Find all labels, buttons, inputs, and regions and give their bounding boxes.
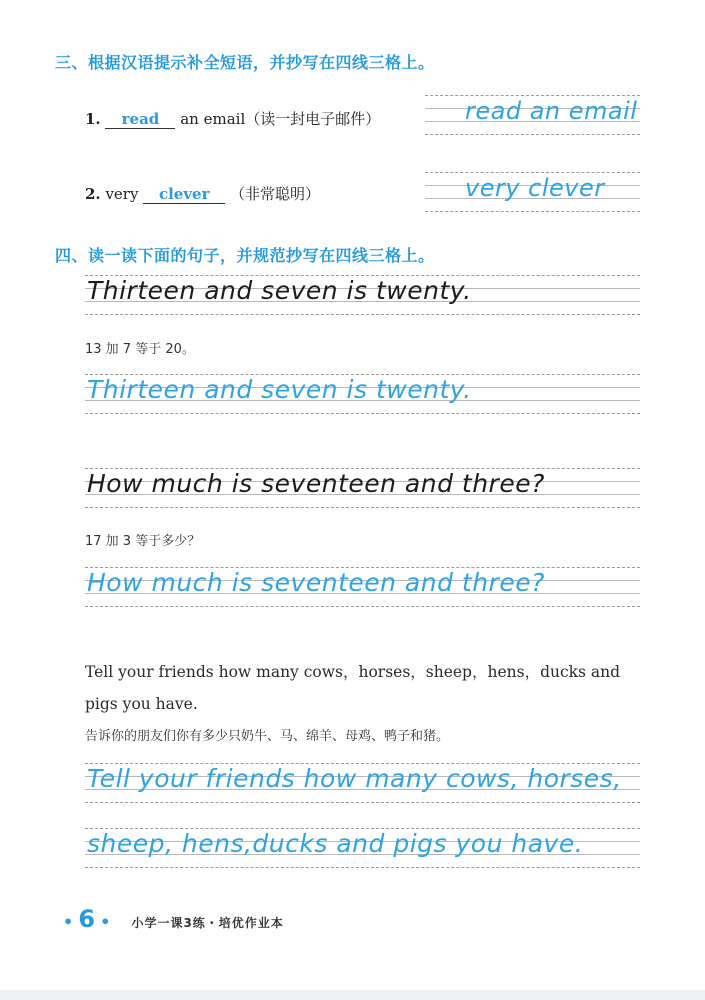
model-sentence: How much is seventeen and three? (87, 469, 545, 498)
question-text: an email（读一封电子邮件） (180, 110, 381, 128)
section-3-heading: 三、根据汉语提示补全短语，并抄写在四线三格上。 (55, 53, 435, 72)
writing-grid (425, 172, 640, 212)
model-sentence: Thirteen and seven is twenty. (87, 276, 472, 305)
answer-blank: read (105, 110, 175, 129)
question-text: very (105, 185, 139, 203)
writing-grid (85, 275, 640, 315)
writing-grid (85, 828, 640, 868)
handwritten-copy: Thirteen and seven is twenty. (87, 375, 472, 404)
chinese-translation: 13 加 7 等于 20。 (85, 342, 195, 357)
writing-grid (85, 468, 640, 508)
question-number: 2. (85, 185, 101, 203)
page-footer (63, 905, 284, 933)
book-title: 小学一课3练・培优作业本 (131, 916, 284, 930)
question-1 (85, 108, 380, 129)
handwritten-copy: sheep, hens,ducks and pigs you have. (87, 829, 584, 858)
writing-grid (85, 374, 640, 414)
bullet-dot: • (63, 912, 74, 931)
writing-grid (85, 567, 640, 607)
answer-blank: clever (143, 185, 225, 204)
chinese-translation: 告诉你的朋友们你有多少只奶牛、马、绵羊、母鸡、鸭子和猪。 (85, 729, 450, 744)
question-2 (85, 183, 320, 204)
paragraph-line: pigs you have. (85, 695, 198, 713)
writing-grid (425, 95, 640, 135)
page-number: 6 (78, 905, 96, 933)
paragraph (85, 656, 645, 720)
section-4-heading: 四、读一读下面的句子，并规范抄写在四线三格上。 (55, 246, 435, 265)
chinese-translation: 17 加 3 等于多少？ (85, 534, 201, 549)
writing-grid (85, 763, 640, 803)
handwritten-copy: How much is seventeen and three? (87, 568, 545, 597)
handwritten-copy: very clever (465, 174, 605, 202)
handwritten-copy: Tell your friends how many cows, horses, (87, 764, 622, 793)
question-number: 1. (85, 110, 101, 128)
bullet-dot: • (100, 912, 111, 931)
paragraph-line: Tell your friends how many cows，horses，sheep，hens，ducks and (85, 663, 621, 681)
handwritten-copy: read an email (465, 97, 638, 125)
question-text: （非常聪明） (230, 185, 321, 203)
page-bottom-band (0, 990, 705, 1000)
